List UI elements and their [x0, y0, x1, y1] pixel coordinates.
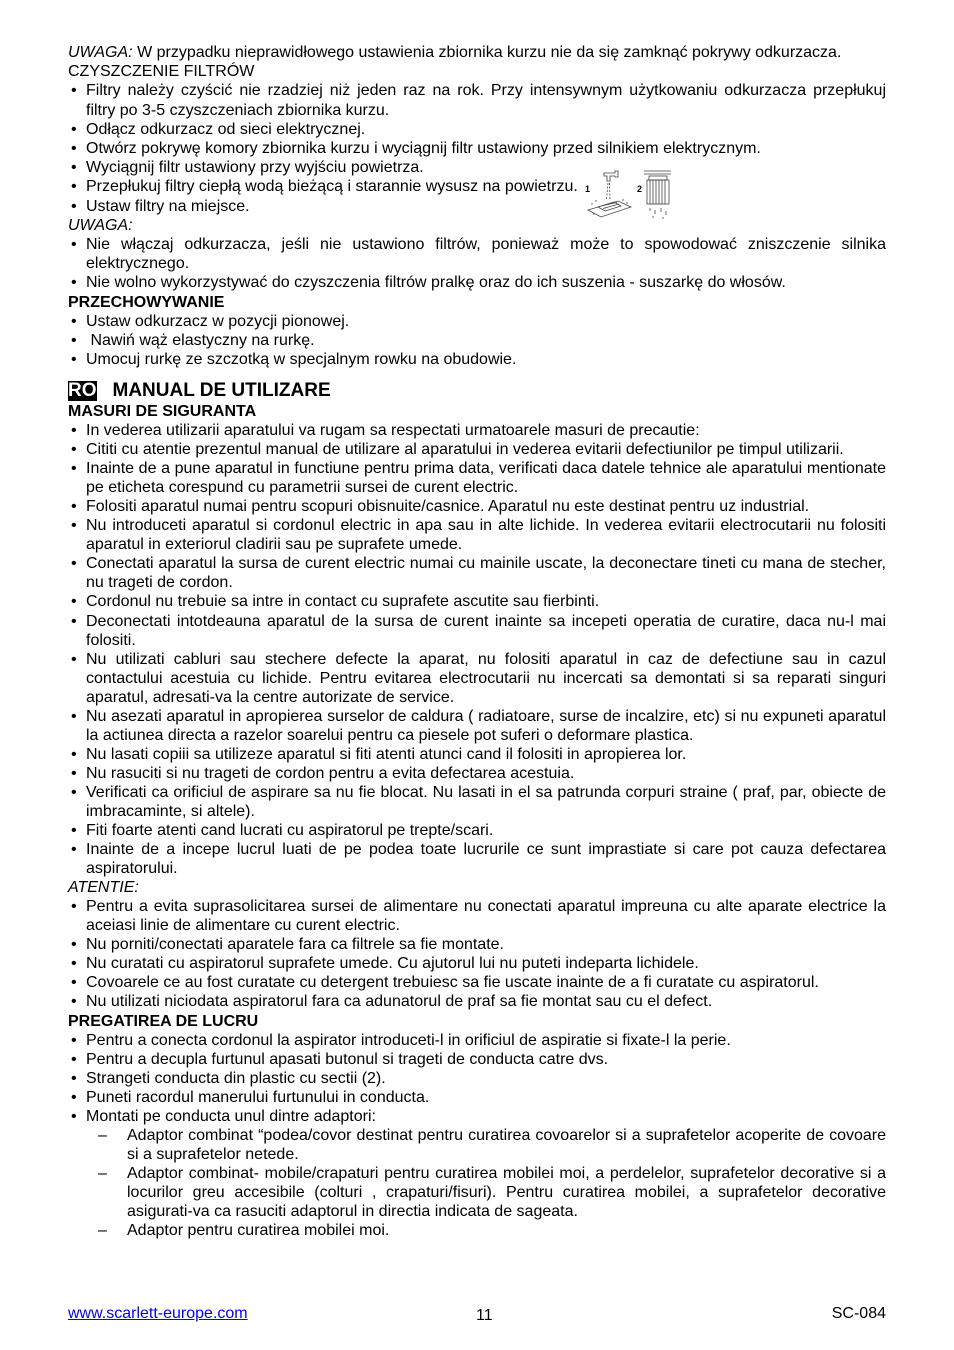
list-item-line: • Nu rasuciti si nu trageti de cordon pentru a evita defectarea acestuia. — [86, 764, 575, 782]
storage-step — [86, 331, 886, 350]
dust-container-note — [68, 43, 886, 62]
storage-step — [86, 312, 886, 331]
adapter-list — [68, 1126, 886, 1240]
safety-rule — [86, 840, 886, 878]
list-item-line: • Nu utilizati cabluri sau stechere defecte la aparat, nu folositi aparatul in caz de defectiune sau in cazul — [86, 650, 886, 668]
list-item-line: • Nu introduceti aparatul si cordonul electric in apa sau in alte lichide. In vederea evitarii electrocutarii nu folositi — [86, 517, 886, 535]
safety-heading: MASURI DE SIGURANTA — [68, 403, 257, 420]
list-item-line: • Conectati aparatul la sursa de curent electric numai cu mainile uscate, la deconectare tineti cu mana de stecher, — [86, 555, 886, 573]
list-item-line: • Inainte de a incepe lucrul luati de pe podea toate lucrurile ce sunt imprastiate si care pot cauza defectarea — [86, 841, 886, 859]
water-stream — [607, 183, 611, 200]
cleaning-filters-heading: CZYSZCZENIE FILTRÓW — [68, 63, 255, 81]
list-item-line: • Covoarele ce au fost curatate cu detergent trebuiesc sa fie uscate inainte de a fi curatate cu aspiratorul. — [86, 974, 819, 992]
preparation-step — [86, 1031, 886, 1050]
safety-rule — [86, 421, 886, 440]
list-item-line: • Puneti racordul manerului furtunului in conducta. — [86, 1088, 430, 1106]
list-item-line: • Deconectati intotdeauna aparatul de la sursa de curent inainte sa incepeti operatia de curatire, daca nu-l mai — [86, 612, 886, 630]
manual-title: MANUAL DE UTILIZARE — [112, 380, 331, 401]
list-item-line: imbracaminte, si altele). — [86, 802, 255, 820]
list-item-line: • Nu lasati copiii sa utilizeze aparatul si fiti atenti atunci cand il folositi in apropierea lor. — [86, 745, 687, 763]
list-item-line: pe eticheta corespund cu parametrii sursei de curent electric. — [86, 479, 519, 497]
safety-rule — [86, 650, 886, 707]
list-item-line: • Inainte de a pune aparatul in functiune pentru prima data, verificati daca datele tehnice ale aparatului mentionate — [86, 460, 886, 478]
warning-item — [86, 273, 886, 292]
list-item-line: • Nu porniti/conectati aparatele fara ca filtrele sa fie montate. — [86, 936, 504, 954]
list-item-line: • In vederea utilizarii aparatului va rugam sa respectati urmatoarele masuri de precautie: — [86, 422, 700, 440]
list-item-line: • Nu asezati aparatul in apropierea surselor de caldura ( radiatoare, surse de incalzire, etc) si nu expuneti aparatul — [86, 707, 886, 725]
list-item-line: • Umocuj rurkę ze szczotką w specjalnym rowku na obudowie. — [86, 351, 517, 369]
polish-section — [68, 43, 886, 369]
safety-rule — [86, 459, 886, 497]
preparation-list — [68, 1031, 886, 1126]
list-item-line: • Cordonul nu trebuie sa intre in contact cu suprafete ascutite sau fierbinti. — [86, 593, 600, 611]
storage-list — [68, 312, 886, 370]
safety-rule — [86, 612, 886, 650]
list-item-line: – Adaptor pentru curatirea mobilei moi. — [127, 1222, 390, 1240]
attention-label: ATENTIE: — [68, 879, 139, 897]
list-item-line: folositi. — [86, 631, 136, 649]
filter-pleats — [650, 180, 665, 204]
warning-label: UWAGA: — [68, 216, 133, 234]
page-number: 11 — [476, 1307, 493, 1324]
list-item-line: • Nu utilizati niciodata aspiratorul fara ca adunatorul de praf sa fie montat sau cu el defect. — [86, 993, 713, 1011]
attention-rule — [86, 992, 886, 1011]
preparation-step — [86, 1069, 886, 1088]
list-item-line: • Nu curatati cu aspiratorul suprafete umede. Cu ajutorul lui nu puteti indeparta lichidele. — [86, 955, 699, 973]
list-item-line: • Ustaw odkurzacz w pozycji pionowej. — [86, 312, 350, 330]
cleaning-step — [86, 177, 886, 196]
list-item-line: • Cititi cu atentie prezentul manual de utilizare al aparatului in vederea evitarii defectiunilor pe timpul utilizarii. — [86, 441, 844, 459]
attention-rule — [86, 973, 886, 992]
attention-list — [68, 897, 886, 1011]
list-item-line: • Pentru a evita suprasolicitarea sursei de alimentare nu conectati aparatul impreuna cu alte aparate electrice la — [86, 898, 886, 916]
list-item-line: si a suprafetelor netede. — [127, 1145, 299, 1163]
language-badge-ro: RO — [68, 380, 97, 401]
clip-lines — [644, 171, 671, 174]
list-item-line: • Pentru a conecta cordonul la aspirator introduceti-l in orificiul de aspiratie si fixate-l la perie. — [86, 1031, 731, 1049]
model-code: SC-084 — [831, 1305, 886, 1322]
safety-rule — [86, 707, 886, 745]
note-label: UWAGA: — [68, 44, 133, 61]
list-item-line: • Filtry należy czyścić nie rzadziej niż jeden raz na rok. Przy intensywnym użytkowaniu odkurzacza przepłukuj — [86, 82, 886, 100]
cleaning-step — [86, 120, 886, 139]
list-item-line: • Fiti foarte atenti cand lucrati cu aspiratorul pe trepte/scari. — [86, 822, 494, 840]
storage-step — [86, 350, 886, 369]
list-item-line: • Verificati ca orificiul de aspirare sa nu fie blocat. Nu lasati in el sa patrunda corpuri straine ( praf, par, obiecte de — [86, 783, 886, 801]
safety-rule — [86, 554, 886, 592]
list-item-line: filtry po 3-5 czyszczeniach zbiornika kurzu. — [86, 101, 390, 119]
cleaning-step — [86, 158, 886, 177]
list-item-line: – Adaptor combinat “podea/covor destinat pentru curatirea covoarelor si a suprafetelor acoperite de covoare — [127, 1126, 886, 1144]
romanian-section — [68, 402, 886, 1240]
safety-rule — [86, 745, 886, 764]
list-item-line: • Montati pe conducta unul dintre adaptori: — [86, 1107, 376, 1125]
website-link[interactable]: www.scarlett-europe.com — [68, 1305, 248, 1322]
filter-washing-drawing — [583, 168, 675, 220]
warning-list — [68, 235, 886, 293]
filter-washing-illustration — [583, 168, 675, 220]
safety-rule — [86, 783, 886, 821]
list-item-line: • Strangeti conducta din plastic cu sectii (2). — [86, 1069, 386, 1087]
safety-rule — [86, 764, 886, 783]
list-item-line: • Przepłukuj filtry ciepłą wodą bieżącą i starannie wysusz na powietrzu. — [86, 178, 578, 196]
list-item-line: • Nie wolno wykorzystywać do czyszczenia filtrów pralkę oraz do ich suszenia - suszarkę do włosów. — [86, 274, 786, 292]
attention-rule — [86, 897, 886, 935]
cleaning-step — [86, 197, 886, 216]
romanian-heading — [68, 381, 331, 401]
preparation-heading: PREGATIREA DE LUCRU — [68, 1012, 259, 1030]
list-item-line: elektrycznego. — [86, 255, 190, 273]
list-item-line: • Wyciągnij filtr ustawiony przy wyjściu powietrza. — [86, 159, 424, 177]
list-item-line: contactului acestuia cu lichide. Pentru evitarea electrocutarii nu incercati sa demontati si sa reparati singuri — [86, 669, 886, 687]
safety-rule — [86, 592, 886, 611]
safety-rule — [86, 440, 886, 459]
list-item-line: aspiratorului. — [86, 860, 178, 878]
safety-rule — [86, 516, 886, 554]
cleaning-step — [86, 81, 886, 119]
faucet-icon — [604, 171, 618, 181]
preparation-step — [86, 1050, 886, 1069]
adapter-option — [127, 1221, 886, 1240]
safety-rule — [86, 821, 886, 840]
attention-rule — [86, 954, 886, 973]
step-2-label: 2 — [637, 184, 643, 194]
list-item-line: • Ustaw filtry na miejsce. — [86, 197, 250, 215]
water-drips — [650, 208, 666, 215]
preparation-step — [86, 1107, 886, 1126]
step-1-label: 1 — [585, 184, 591, 194]
cleaning-steps-list — [68, 81, 886, 215]
list-item-line: • Odłącz odkurzacz od sieci elektrycznej. — [86, 120, 366, 138]
list-item-line: • Nie włączaj odkurzacza, jeśli nie ustawiono filtrów, ponieważ może to spowodować zniszczenie silnika — [86, 236, 886, 254]
adapter-option — [127, 1164, 886, 1221]
list-item-line: aceiasi linie de alimentare cu curent electric. — [86, 917, 400, 935]
list-item-line: • Folositi aparatul numai pentru scopuri obisnuite/casnice. Aparatul nu este destinat pentru uz industrial. — [86, 498, 810, 516]
attention-rule — [86, 935, 886, 954]
filter-cap — [649, 176, 667, 180]
preparation-step — [86, 1088, 886, 1107]
list-item-line: la actiunea directa a razelor soarelui pentru ca piesele pot suferi o deformare plastica. — [86, 726, 694, 744]
list-item-line: – Adaptor combinat- mobile/crapaturi pentru curatirea mobilei moi, a perdelelor, suprafetelor decorative si a — [127, 1164, 886, 1182]
filter-on-tray — [598, 202, 621, 211]
list-item-line: nu trageti de cordon. — [86, 574, 233, 592]
list-item-line: asigurati-va ca rasuciti adaptorul in directia indicata de sageata. — [127, 1202, 578, 1220]
list-item-line: locurilor greu accesibile (colturi , crapaturi/fisuri). Pentru curatirea mobilei, a suprafetelor decorative — [127, 1183, 886, 1201]
list-item-line: aparatul, adresati-va la centre autorizate de service. — [86, 688, 455, 706]
list-item-line: • Nawiń wąż elastyczny na rurkę. — [86, 332, 315, 350]
list-item-line: • Otwórz pokrywę komory zbiornika kurzu i wyciągnij filtr ustawiony przed silnikiem elektrycznym. — [86, 140, 761, 158]
storage-heading: PRZECHOWYWANIE — [68, 293, 225, 311]
adapter-option — [127, 1126, 886, 1164]
safety-list — [68, 421, 886, 878]
warning-item — [86, 235, 886, 273]
safety-rule — [86, 497, 886, 516]
list-item-line: aparatul in exteriorul cladirii sau pe suprafete umede. — [86, 536, 463, 554]
note-text: W przypadku nieprawidłowego ustawienia zbiornika kurzu nie da się zamknąć pokrywy odkurzacza. — [137, 44, 842, 61]
cleaning-step — [86, 139, 886, 158]
list-item-line: • Pentru a decupla furtunul apasati butonul si trageti de conducta catre dvs. — [86, 1050, 609, 1068]
